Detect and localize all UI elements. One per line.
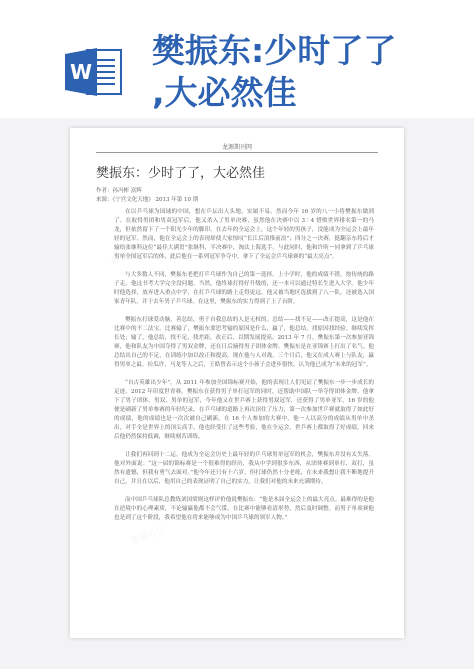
paragraph: 而中国乒乓球队总教练刘国梁则这样评价他说樊振东：“他是本届全运会上的最大亮点。最难得的是他在逆境中的心理素质，不论输赢他都不会气馁，在比赛中能够看清形势，然后及时调整。而男子单项赛他也是到了这个阶段，我希望他在将来能够成为中国乒乓球的领军人物。” (114, 497, 374, 521)
watermark: 熊猫办公 (109, 245, 148, 267)
watermark: 熊猫办公 (269, 385, 308, 407)
paragraph: “自古英雄出少年”。从 2011 年参加全国锦标赛开始，他的表现让人们见证了樊振东一步一步成长的足迹。2012 年印度世青赛，樊振东在获得男子单打冠军的同时，还帮助中国队一举夺得团体金牌。他拿下了男子团体、男双、男单的冠军，今年他又在世乒赛上获得男双冠军，还获得了男单亚军，16 岁的他便是刷新了男单参赛的年轻纪录。在乒乓球的道路上再次顶住了压力，第一次参加世乒赛就取得了如此好的成绩，他的成绩也是一次次被自己刷新。在 16 个人参加的大赛中，他一人以高分的成绩从男单中杀出，对手全是世界上的顶尖高手，他也经受住了这些考验，他在全运会、世乒赛上都取得了好成绩，回来后他仍然保持低调，继续刻苦训练。 (114, 380, 374, 440)
paragraph: 在以乒乓球为国球的中国，想在乒坛出人头地，实属不易。然而今年 16 岁的八一小将樊振东做到了。在取得男团和男双冠军后，他又杀入了男单决赛，虽然他在决赛中以 3∶4 惜败世界排名第一的马龙，但依然留下了一个阳光少年的脚印。在去年的全运会上，这个年轻的男孩子，没能成为全运会上最年轻的冠军。然而，他在全运会上的表现却使大家惊叹“长江后浪推前浪”；四分之一决赛，挺翻亲东将后才输给张继科这位“最佳大满贯”张继科，半决赛中，淘汰上海选手。与此同时，他和许昕一同拿到了乒乓球男单全国冠军后的体，此后他在一系列冠军争夺中，拿下了全运会乒乓球赛的“最大亮点”。 (114, 209, 374, 260)
word-document-icon (63, 46, 125, 98)
source-line: 来源：《宁宫文化天地》 2013 年第 10 期 (96, 197, 199, 203)
paragraph: 樊振东打球爱动脑，善总结，勇于自我总结的人是无权的。总结——找不足——改正提高，这是他在比赛中的不二法宝。比赛输了，樊振东要思考输的原因是什么，赢了，他总结，找原因找经验。继续发挥长处；输了，他总结，找不足，找差距，改正后，以期发展提高。2013 年 7 月，樊振东第一次参加亚锦赛，他和队友为中国夺得了男双金牌，还在日后摘得男子团体金牌。樊振东是在亚锦赛上打出了名气。他总结出自己的不足，在训练中加以改正和提高，现在他与人对战，三个月后，他又在成人赛上与队友，赢得男单之最。拉瓜许，马龙等人之后，王皓曾表示这个小孩子会进步很快，认为他已成为“未来的冠军”。 (114, 317, 374, 368)
paragraph: 与大多数人不同，樊振东老把打乒乓球作为自己的第一选择。上小学时，他的成绩不错，按传统的路子走，他这书考大学完全没问题。当然，他终球打得好升级的，还一本可以通过特长生进入大学。他少年时他选择，放弃进入重点中学，在打乒乓球的路上走得更远。他又被当地区选拔到了八一队，还被选入国家青年队。并于去年男子乒乓球。在这里，樊振东的实力得到了上了台阶。 (114, 272, 374, 305)
document-page (70, 128, 404, 638)
svg-text:W: W (69, 60, 93, 84)
page-title (152, 30, 462, 114)
title-line-1: 樊振东:少时了了 (152, 31, 397, 70)
running-head: 龙源期刊网 (221, 144, 252, 151)
document-title: 樊振东：少时了了，大必然佳 (96, 166, 266, 181)
title-line-2: ,大必然佳 (152, 73, 297, 112)
header-rule (96, 152, 378, 153)
header-banner (0, 0, 474, 118)
watermark: 熊猫办公 (129, 525, 168, 547)
paragraph: 让我们再回到十二运。他成为全运会历史上最年轻的乒乓球男单冠军的机会，樊振东并没有太失落，他对外面说：“这一届的锦标赛是一个很难得的经历，我从中学到很多东西，从团体赛到单打、双打，虽然有遗憾，但我有勇气去面对。”他今年还只有十六岁，但打球仍然十分老练，在未来我想让我不断地提升自己，并且在以后，他用自己的表现证明了自己的实力，让我们对他的未来充满期待。 (114, 452, 374, 485)
article-body (114, 208, 374, 532)
author-line: 作者：孙冯彬 富辉 (96, 188, 142, 194)
